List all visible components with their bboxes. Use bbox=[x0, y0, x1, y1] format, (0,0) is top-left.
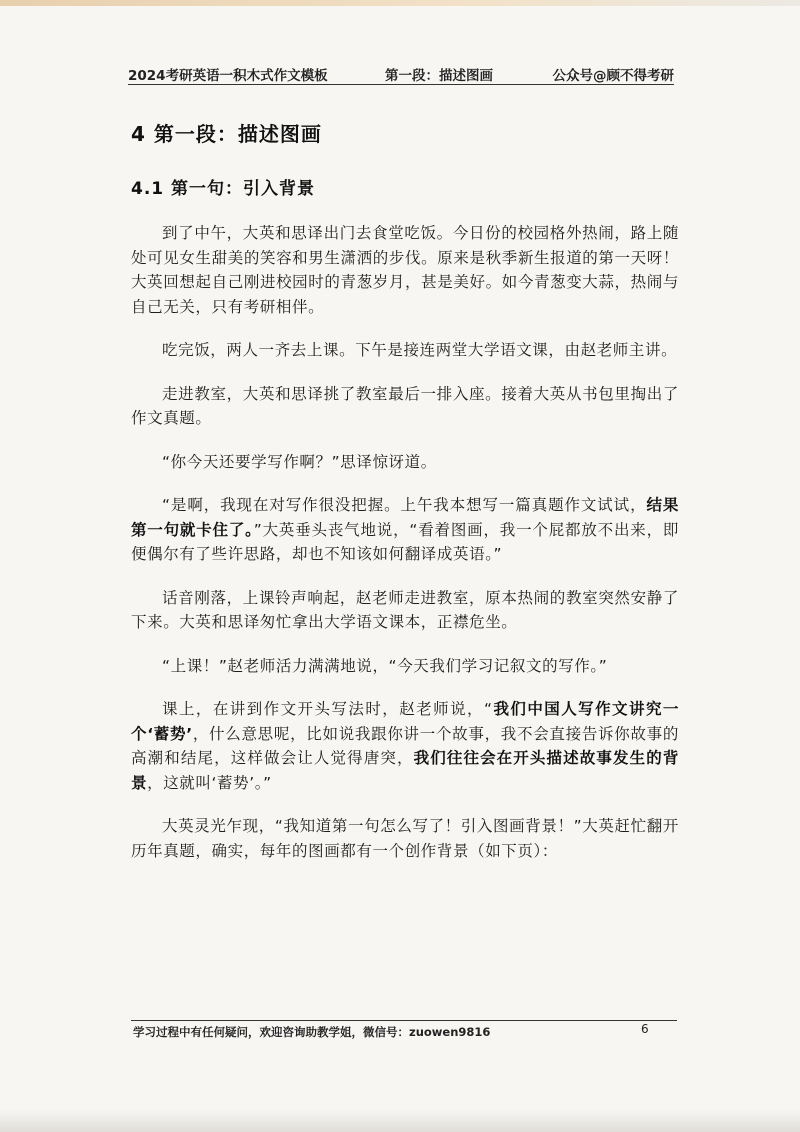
scan-edge-top bbox=[0, 0, 800, 6]
paragraph: 走进教室，大英和思译挑了教室最后一排入座。接着大英从书包里掏出了作文真题。 bbox=[131, 384, 679, 427]
text-run: “是啊，我现在对写作很没把握。上午我本想写一篇真题作文试试， bbox=[162, 496, 647, 514]
paragraph: 吃完饭，两人一齐去上课。下午是接连两堂大学语文课，由赵老师主讲。 bbox=[162, 341, 678, 359]
emphasis-text: 我们中国人写作文讲究一个‘蓄势’ bbox=[131, 700, 679, 743]
subsection-title: 4.1 第一句：引入背景 bbox=[131, 179, 316, 199]
header-book-title: 2024考研英语一积木式作文模板 bbox=[128, 68, 328, 84]
text-run: ，这就叫‘蓄势’。” bbox=[147, 773, 272, 792]
header-chapter: 第一段：描述图画 bbox=[385, 68, 493, 84]
page-number: 6 bbox=[641, 1022, 649, 1036]
footer-divider bbox=[131, 1020, 677, 1021]
paragraph: 大英灵光乍现，“我知道第一句怎么写了！引入图画背景！”大英赶忙翻开历年真题，确实，每年的图画都有一个创作背景（如下页）： bbox=[131, 817, 679, 860]
text-run: 课上，在讲到作文开头写法时，赵老师说，“ bbox=[162, 700, 493, 718]
paragraph: 话音刚落，上课铃声响起，赵老师走进教室，原本热闹的教室突然安静了下来。大英和思译匆忙拿出大学语文课本，正襟危坐。 bbox=[131, 588, 679, 631]
body-text bbox=[131, 221, 679, 882]
footer-note: 学习过程中有任何疑问，欢迎咨询助教学姐，微信号：zuowen9816 bbox=[133, 1025, 491, 1039]
emphasis-text: 结果第一句就卡住了。 bbox=[131, 496, 679, 539]
scan-edge-bottom bbox=[0, 1110, 800, 1132]
header-divider bbox=[128, 84, 674, 85]
emphasis-text: 我们往往会在开头描述故事发生的背景 bbox=[131, 749, 680, 792]
paragraph bbox=[131, 493, 679, 567]
paragraph bbox=[131, 697, 679, 795]
running-header bbox=[128, 64, 674, 84]
paragraph: “你今天还要学写作啊？”思译惊讶道。 bbox=[162, 452, 437, 471]
paragraph: “上课！”赵老师活力满满地说，“今天我们学习记叙文的写作。” bbox=[162, 656, 608, 675]
text-run: ”大英垂头丧气地说，“看着图画，我一个屁都放不出来，即便偶尔有了些许思路，却也不知该如何翻译成英语。” bbox=[131, 520, 679, 563]
section-title: 4 第一段：描述图画 bbox=[131, 122, 322, 146]
text-run: ，什么意思呢，比如说我跟你讲一个故事，我不会直接告诉你故事的高潮和结尾，这样做会让人觉得唐突， bbox=[131, 724, 679, 767]
header-account: 公众号@顾不得考研 bbox=[552, 68, 674, 84]
paragraph: 到了中午，大英和思译出门去食堂吃饭。今日份的校园格外热闹，路上随处可见女生甜美的笑容和男生潇洒的步伐。原来是秋季新生报道的第一天呀！大英回想起自己刚进校园时的青葱岁月，甚是美好。如今青葱变大蒜，热闹与自己无关，只有考研相伴。 bbox=[131, 224, 679, 316]
